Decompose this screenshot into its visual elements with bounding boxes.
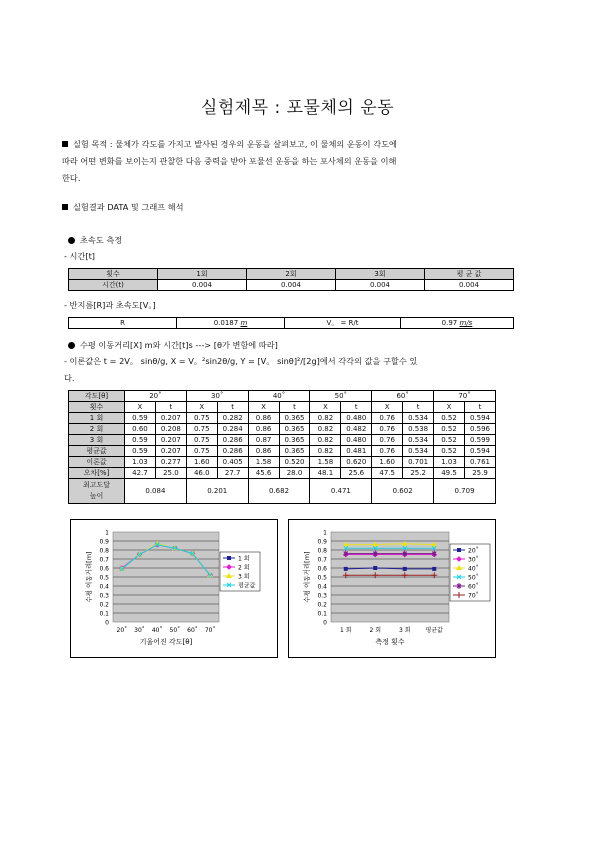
angle-header-cell: 40˚ [248, 391, 310, 402]
purpose-section [62, 136, 532, 187]
y-tick-label: 0.5 [99, 574, 109, 582]
time-table [68, 268, 514, 291]
y-axis-label: 수평 이동거리[m] [85, 551, 93, 603]
row-label-cell: 평균값 [69, 446, 125, 457]
sub-header-cell: X [434, 402, 465, 413]
x-tick-label: 20˚ [116, 627, 128, 634]
speed-value-cell: 0.97 m/s [401, 318, 514, 329]
data-cell: 0.480 [341, 435, 372, 446]
data-cell: 0.76 [372, 446, 403, 457]
legend-marker [456, 556, 462, 562]
radius-r-label: R [69, 318, 177, 329]
chart-angle-svg [71, 520, 277, 657]
data-cell: 48.1 [310, 468, 341, 479]
data-cell: 0.286 [217, 435, 248, 446]
data-cell: 0.59 [125, 413, 156, 424]
data-cell: 0.86 [248, 413, 279, 424]
data-cell: 1.58 [310, 457, 341, 468]
legend-marker [457, 548, 461, 552]
time-header-cell: 1회 [158, 269, 247, 280]
y-tick-label: 0.3 [99, 592, 109, 600]
y-tick-label: 0.8 [99, 547, 109, 555]
time-row-label: 시간(t) [69, 280, 158, 291]
y-axis-label: 수평 이동거리[m] [303, 551, 311, 603]
radius-value-cell: 0.0187 m [177, 318, 285, 329]
y-tick-label: 0.7 [99, 556, 109, 564]
time-cell: 0.004 [336, 280, 425, 291]
data-cell: 0.481 [341, 446, 372, 457]
sub-header-cell: t [403, 402, 434, 413]
data-row [69, 413, 496, 424]
x-tick-label: 1 회 [339, 627, 352, 634]
data-cell: 0.75 [186, 446, 217, 457]
sub-header-cell: X [186, 402, 217, 413]
data-cell: 0.538 [403, 424, 434, 435]
data-cell: 0.76 [372, 413, 403, 424]
square-bullet-icon [62, 141, 68, 147]
legend-label: 2 회 [238, 564, 250, 572]
legend-label: 40˚ [468, 565, 479, 573]
x-tick-label: 30˚ [134, 627, 145, 634]
data-cell: 0.282 [217, 413, 248, 424]
radius-table-row [69, 318, 514, 329]
square-bullet-icon [62, 204, 68, 210]
circle-bullet-icon [68, 342, 75, 349]
time-table-row [69, 280, 514, 291]
legend-label: 50˚ [468, 574, 479, 582]
x-tick-label: 70˚ [204, 627, 216, 634]
purpose-line-3: 한다. [62, 173, 81, 183]
time-header-cell: 평 균 값 [425, 269, 514, 280]
data-cell: 0.365 [279, 424, 310, 435]
data-cell: 0.59 [125, 446, 156, 457]
page-title: 실험제목 : 포물체의 운동 [200, 98, 395, 118]
height-row [69, 479, 496, 504]
height-cell: 0.709 [434, 479, 496, 504]
row-label-cell: 1 회 [69, 413, 125, 424]
data-cell: 1.03 [434, 457, 465, 468]
data-row [69, 468, 496, 479]
x-axis-label: 측정 횟수 [375, 638, 405, 646]
sub-header-cell: X [248, 402, 279, 413]
sub-header-cell: t [464, 402, 495, 413]
data-cell: 0.480 [341, 413, 372, 424]
x-tick-label: 60˚ [187, 627, 198, 634]
speed-formula: V。 = R/t [285, 318, 401, 329]
legend-label: 70˚ [468, 592, 479, 600]
data-cell: 0.59 [125, 435, 156, 446]
data-cell: 25.6 [341, 468, 372, 479]
data-cell: 0.52 [434, 424, 465, 435]
theory-text [64, 353, 534, 387]
data-cell: 0.599 [464, 435, 495, 446]
data-cell: 0.620 [341, 457, 372, 468]
y-tick-label: 1 [323, 529, 327, 537]
y-tick-label: 0.4 [99, 583, 109, 591]
data-cell: 1.60 [186, 457, 217, 468]
y-tick-label: 1 [105, 529, 109, 537]
time-header-cell: 3회 [336, 269, 425, 280]
y-tick-label: 0 [105, 619, 109, 627]
height-cell: 0.201 [186, 479, 248, 504]
legend-marker [227, 556, 231, 560]
radius-label: - 반지름[R]과 초속도[V。] [64, 300, 156, 310]
legend-label: 평균값 [238, 582, 256, 590]
data-cell: 0.594 [464, 446, 495, 457]
angle-header-cell: 20˚ [125, 391, 187, 402]
data-cell: 0.520 [279, 457, 310, 468]
y-tick-label: 0.4 [317, 583, 327, 591]
angle-header-cell: 50˚ [310, 391, 372, 402]
y-tick-label: 0.2 [99, 601, 109, 609]
data-cell: 25.9 [464, 468, 495, 479]
circle-bullet-icon [68, 237, 75, 244]
x-tick-label: 평균값 [425, 627, 443, 634]
time-cell: 0.004 [247, 280, 336, 291]
data-cell: 1.60 [372, 457, 403, 468]
data-point [373, 566, 377, 570]
sub-header-cell: X [125, 402, 156, 413]
data-cell: 45.6 [248, 468, 279, 479]
time-table-header [69, 269, 514, 280]
data-cell: 0.207 [155, 446, 186, 457]
data-cell: 0.405 [217, 457, 248, 468]
time-header-cell: 횟수 [69, 269, 158, 280]
x-tick-label: 50˚ [169, 627, 181, 634]
data-cell: 25.2 [403, 468, 434, 479]
data-cell: 0.75 [186, 435, 217, 446]
legend-label: 1 회 [238, 555, 250, 563]
data-cell: 0.365 [279, 446, 310, 457]
data-cell: 27.7 [217, 468, 248, 479]
y-tick-label: 0.9 [99, 538, 109, 546]
data-row [69, 435, 496, 446]
time-header-cell: 2회 [247, 269, 336, 280]
row-label-cell: 이론값 [69, 457, 125, 468]
data-cell: 0.86 [248, 424, 279, 435]
data-cell: 0.75 [186, 413, 217, 424]
angle-header-cell: 30˚ [186, 391, 248, 402]
data-cell: 0.482 [341, 424, 372, 435]
data-cell: 0.87 [248, 435, 279, 446]
sub-header-cell: t [217, 402, 248, 413]
y-tick-label: 0.3 [317, 592, 327, 600]
data-cell: 42.7 [125, 468, 156, 479]
count-label-cell: 횟수 [69, 402, 125, 413]
height-cell: 0.682 [248, 479, 310, 504]
data-cell: 0.86 [248, 446, 279, 457]
data-cell: 0.534 [403, 413, 434, 424]
legend-label: 20˚ [468, 547, 479, 555]
data-cell: 0.701 [403, 457, 434, 468]
data-cell: 25.0 [155, 468, 186, 479]
height-cell: 0.471 [310, 479, 372, 504]
sub-header-cell: t [155, 402, 186, 413]
y-tick-label: 0 [323, 619, 327, 627]
data-cell: 0.82 [310, 413, 341, 424]
speed-heading: 초속도 측정 [68, 232, 122, 249]
x-tick-label: 40˚ [151, 627, 163, 634]
data-cell: 0.365 [279, 413, 310, 424]
height-cell: 0.084 [125, 479, 187, 504]
time-cell: 0.004 [158, 280, 247, 291]
data-cell: 0.534 [403, 446, 434, 457]
sub-header-cell: t [341, 402, 372, 413]
chart-angle [70, 519, 278, 658]
data-point [432, 567, 436, 571]
row-label-cell: 오차[%] [69, 468, 125, 479]
data-cell: 0.284 [217, 424, 248, 435]
angle-header-row [69, 391, 496, 402]
sub-header-row [69, 402, 496, 413]
y-tick-label: 0.6 [99, 565, 109, 573]
data-cell: 0.52 [434, 435, 465, 446]
legend-marker [226, 564, 232, 570]
radius-table [68, 317, 514, 329]
y-tick-label: 0.9 [317, 538, 327, 546]
data-cell: 0.365 [279, 435, 310, 446]
horizontal-heading: 수평 이동거리[X] m와 시간[t]s ---> [θ가 변함에 따라] [68, 337, 278, 354]
legend-label: 60˚ [468, 583, 479, 591]
y-tick-label: 0.8 [317, 547, 327, 555]
purpose-line-1: 실험 목적 : 물체가 각도를 가지고 발사된 경우의 운동을 살펴보고, 이 물체의 운동이 각도에 [62, 136, 532, 153]
data-cell: 0.76 [372, 424, 403, 435]
legend-label: 30˚ [468, 556, 479, 564]
x-axis-label: 기울어진 각도[θ] [139, 638, 193, 646]
y-tick-label: 0.6 [317, 565, 327, 573]
data-row [69, 446, 496, 457]
data-cell: 0.52 [434, 446, 465, 457]
y-tick-label: 0.2 [317, 601, 327, 609]
x-tick-label: 3 회 [398, 627, 411, 634]
chart-trials [288, 519, 496, 658]
data-cell: 0.75 [186, 424, 217, 435]
data-cell: 0.594 [464, 413, 495, 424]
data-cell: 1.58 [248, 457, 279, 468]
x-tick-label: 2 회 [369, 627, 382, 634]
data-cell: 0.52 [434, 413, 465, 424]
main-data-table [68, 390, 496, 504]
data-cell: 0.60 [125, 424, 156, 435]
data-cell: 46.0 [186, 468, 217, 479]
height-cell: 0.602 [372, 479, 434, 504]
data-point [403, 567, 407, 571]
data-cell: 0.207 [155, 435, 186, 446]
data-cell: 0.82 [310, 424, 341, 435]
y-tick-label: 0.1 [317, 610, 327, 618]
data-cell: 0.82 [310, 435, 341, 446]
data-cell: 0.596 [464, 424, 495, 435]
data-cell: 0.534 [403, 435, 434, 446]
data-cell: 47.5 [372, 468, 403, 479]
data-cell: 28.0 [279, 468, 310, 479]
data-cell: 0.82 [310, 446, 341, 457]
data-cell: 0.761 [464, 457, 495, 468]
legend-marker [456, 592, 462, 598]
main-data-body [69, 413, 496, 479]
row-label-cell: 3 회 [69, 435, 125, 446]
sub-header-cell: X [372, 402, 403, 413]
theory-line-1: - 이론값은 t = 2V。 sinθ/g, X = V。²sin2θ/g, Y = [V。 sinθ]²/[2g]에서 각각의 값을 구할수 있 [64, 356, 418, 366]
data-cell: 0.208 [155, 424, 186, 435]
data-point [344, 567, 348, 571]
time-cell: 0.004 [425, 280, 514, 291]
y-tick-label: 0.5 [317, 574, 327, 582]
data-row [69, 457, 496, 468]
angle-label-cell: 각도[θ] [69, 391, 125, 402]
angle-header-cell: 60˚ [372, 391, 434, 402]
angle-header-cell: 70˚ [434, 391, 496, 402]
data-cell: 0.207 [155, 413, 186, 424]
y-tick-label: 0.1 [99, 610, 109, 618]
data-cell: 1.03 [125, 457, 156, 468]
data-cell: 49.5 [434, 468, 465, 479]
sub-header-cell: t [279, 402, 310, 413]
results-heading: 실험결과 DATA 및 그래프 해석 [62, 199, 184, 216]
data-cell: 0.76 [372, 435, 403, 446]
y-tick-label: 0.7 [317, 556, 327, 564]
legend-label: 3 회 [238, 573, 250, 581]
height-label-cell: 최고도달 높이 [69, 479, 125, 504]
data-row [69, 424, 496, 435]
data-cell: 0.286 [217, 446, 248, 457]
time-label: - 시간[t] [64, 251, 95, 261]
theory-line-2: 다. [64, 373, 75, 383]
row-label-cell: 2 회 [69, 424, 125, 435]
chart-trials-svg [289, 520, 495, 657]
purpose-line-2: 따라 어떤 변화를 보이는지 관찰한 다음 중력을 받아 포물선 운동을 하는 포사체의 운동을 이해 [62, 156, 397, 166]
data-cell: 0.277 [155, 457, 186, 468]
sub-header-cell: X [310, 402, 341, 413]
